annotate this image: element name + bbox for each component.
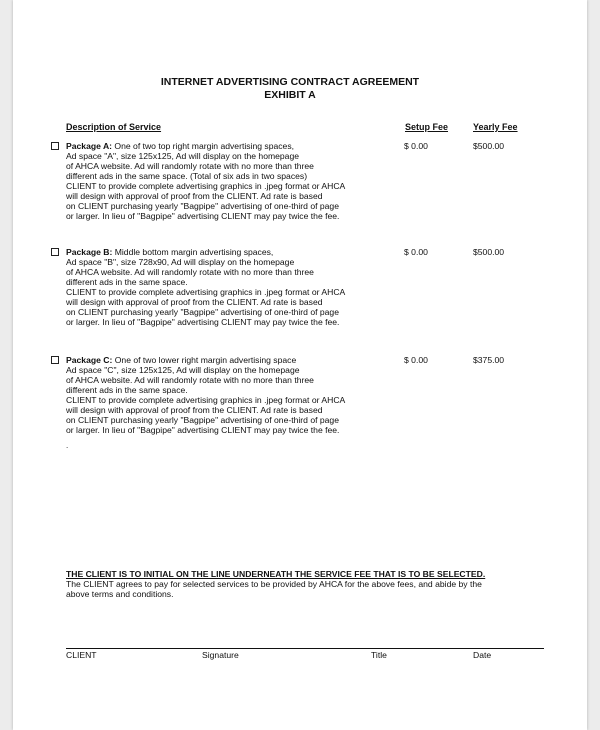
package-b-checkbox[interactable]: [51, 248, 59, 256]
package-a-line: Ad space "A", size 125x125, Ad will display on the homepage: [66, 151, 300, 162]
document-title: INTERNET ADVERTISING CONTRACT AGREEMENT: [160, 76, 420, 88]
package-a-line: different ads in the same space. (Total of six ads in two spaces): [66, 171, 308, 182]
package-a-line: of AHCA website. Ad will randomly rotate with no more than three: [66, 161, 314, 172]
package-a-description: [66, 141, 386, 221]
package-a-line: or larger. In lieu of "Bagpipe" advertising CLIENT may pay twice the fee.: [66, 211, 340, 222]
instructions-body: [66, 579, 536, 599]
package-a-line: One of two top right margin advertising spaces,: [114, 141, 295, 151]
package-b-line: of AHCA website. Ad will randomly rotate with no more than three: [66, 267, 314, 278]
package-b-setup-fee: $ 0.00: [404, 247, 428, 257]
instructions-line: The CLIENT agrees to pay for selected services to be provided by AHCA for the above fees, and abide by the: [66, 579, 482, 589]
signature-label-client: CLIENT: [66, 650, 97, 660]
stray-mark: .: [66, 441, 69, 450]
package-b-line: different ads in the same space.: [66, 277, 188, 288]
column-header-yearly-fee: Yearly Fee: [473, 122, 518, 132]
package-c-line: different ads in the same space.: [66, 385, 188, 396]
package-a-name: Package A:: [66, 141, 113, 151]
package-c-description: [66, 355, 386, 435]
package-c-line: on CLIENT purchasing yearly "Bagpipe" advertising of one-third of page: [66, 415, 339, 426]
package-a-line: on CLIENT purchasing yearly "Bagpipe" advertising of one-third of page: [66, 201, 339, 212]
package-b-line: or larger. In lieu of "Bagpipe" advertising CLIENT may pay twice the fee.: [66, 317, 340, 328]
package-b-description: [66, 247, 386, 327]
package-a-line: CLIENT to provide complete advertising graphics in .jpeg format or AHCA: [66, 181, 346, 192]
package-b-line: will design with approval of proof from the CLIENT. Ad rate is based: [66, 297, 323, 308]
package-b-line: Middle bottom margin advertising spaces,: [114, 247, 274, 257]
package-b-line: Ad space "B", size 728x90, Ad will display on the homepage: [66, 257, 295, 268]
package-c-name: Package C:: [66, 355, 113, 365]
package-b-line: CLIENT to provide complete advertising graphics in .jpeg format or AHCA: [66, 287, 346, 298]
document-page: [13, 0, 587, 730]
column-header-description: Description of Service: [66, 122, 162, 132]
package-b-yearly-fee: $500.00: [473, 247, 505, 257]
package-c-setup-fee: $ 0.00: [404, 355, 428, 365]
package-c-checkbox[interactable]: [51, 356, 59, 364]
signature-label-date: Date: [473, 650, 492, 660]
package-c-line: Ad space "C", size 125x125, Ad will display on the homepage: [66, 365, 300, 376]
document-subtitle: EXHIBIT A: [264, 89, 316, 101]
package-a-line: will design with approval of proof from the CLIENT. Ad rate is based: [66, 191, 323, 202]
package-c-yearly-fee: $375.00: [473, 355, 505, 365]
instructions-heading: THE CLIENT IS TO INITIAL ON THE LINE UNDERNEATH THE SERVICE FEE THAT IS TO BE SELECTED.: [66, 569, 486, 579]
package-c-line: or larger. In lieu of "Bagpipe" advertising CLIENT may pay twice the fee.: [66, 425, 340, 436]
package-c-line: One of two lower right margin advertising space: [114, 355, 297, 365]
package-b-line: on CLIENT purchasing yearly "Bagpipe" advertising of one-third of page: [66, 307, 339, 318]
package-b-name: Package B:: [66, 247, 113, 257]
column-header-setup-fee: Setup Fee: [405, 122, 449, 132]
package-c-line: will design with approval of proof from the CLIENT. Ad rate is based: [66, 405, 323, 416]
package-a-yearly-fee: $500.00: [473, 141, 505, 151]
package-a-checkbox[interactable]: [51, 142, 59, 150]
package-c-line: of AHCA website. Ad will randomly rotate with no more than three: [66, 375, 314, 386]
signature-line[interactable]: [66, 648, 544, 649]
signature-label-signature: Signature: [202, 650, 239, 660]
package-c-line: CLIENT to provide complete advertising graphics in .jpeg format or AHCA: [66, 395, 346, 406]
instructions-line: above terms and conditions.: [66, 589, 174, 599]
signature-label-title: Title: [371, 650, 387, 660]
package-a-setup-fee: $ 0.00: [404, 141, 428, 151]
